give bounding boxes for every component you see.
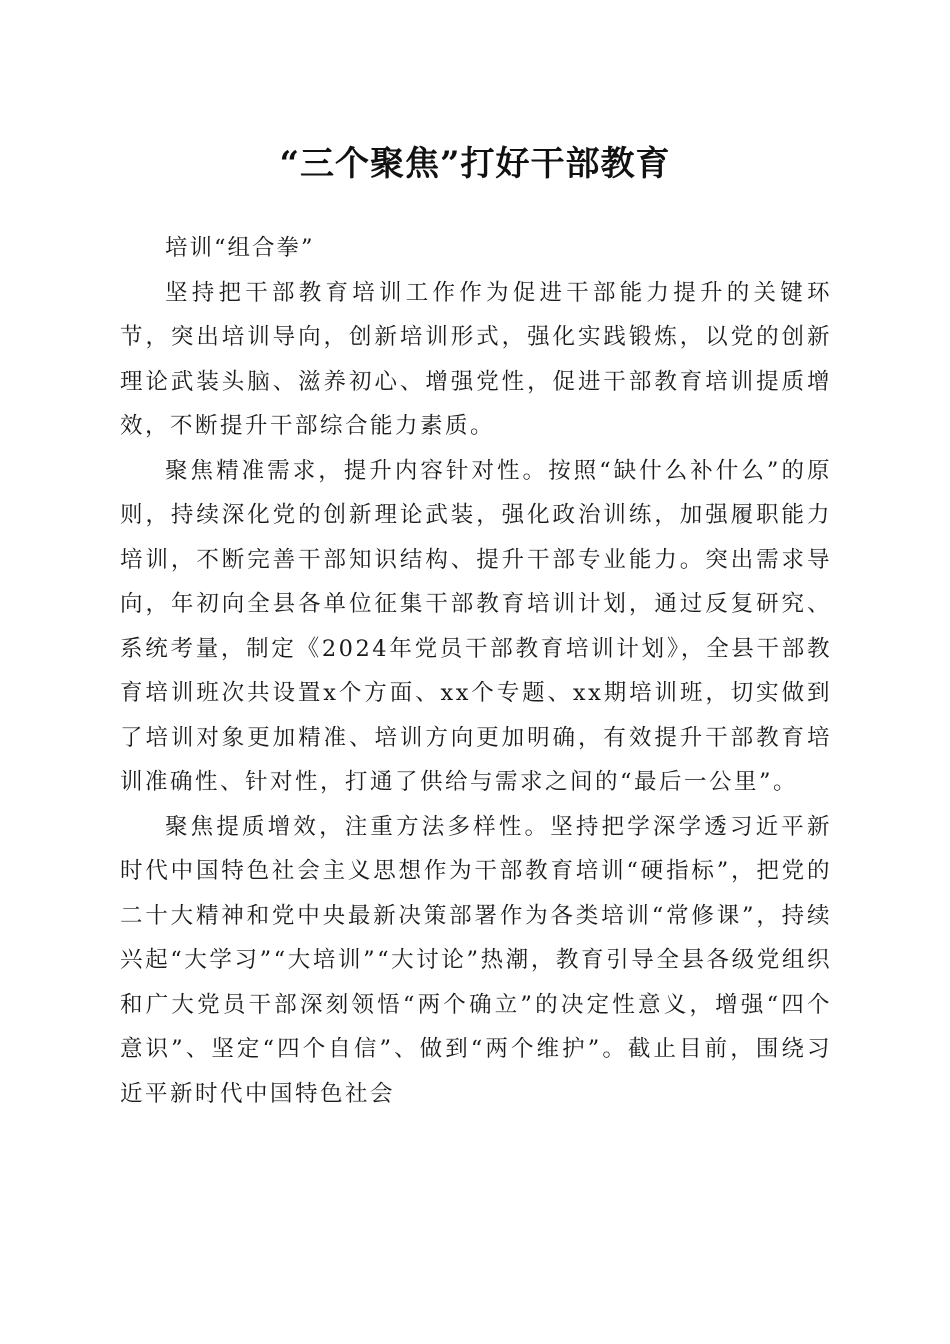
subheading: 培训“组合拳” bbox=[165, 235, 315, 261]
document-title: “三个聚焦”打好干部教育 bbox=[279, 144, 671, 184]
paragraph-intro: 坚持把干部教育培训工作作为促进干部能力提升的关键环节，突出培训导向，创新培训形式，强化实践锻炼，以党的创新理论武装头脑、滋养初心、增强党性，促进干部教育培训提质增效，不断提升干部综合能力素质。 bbox=[120, 279, 832, 439]
document-body bbox=[120, 226, 832, 1116]
paragraph-quality-efficiency: 聚焦提质增效，注重方法多样性。坚持把学深学透习近平新时代中国特色社会主义思想作为干部教育培训“硬指标”，把党的二十大精神和党中央最新决策部署作为各类培训“常修课”，持续兴起“大学习”“大培训”“大讨论”热潮，教育引导全县各级党组织和广大党员干部深刻领悟“两个确立”的决定性意义，增强“四个意识”、坚定“四个自信”、做到“两个维护”。截止目前，围绕习近平新时代中国特色社会 bbox=[120, 813, 832, 1107]
paragraph-precise-needs: 聚焦精准需求，提升内容针对性。按照“缺什么补什么”的原则，持续深化党的创新理论武装，强化政治训练，加强履职能力培训，不断完善干部知识结构、提升干部专业能力。突出需求导向，年初向全县各单位征集干部教育培训计划，通过反复研究、系统考量，制定《2024年党员干部教育培训计划》，全县干部教育培训班次共设置x个方面、xx个专题、xx期培训班，切实做到了培训对象更加精准、培训方向更加明确，有效提升干部教育培训准确性、针对性，打通了供给与需求之间的“最后一公里”。 bbox=[120, 457, 832, 795]
